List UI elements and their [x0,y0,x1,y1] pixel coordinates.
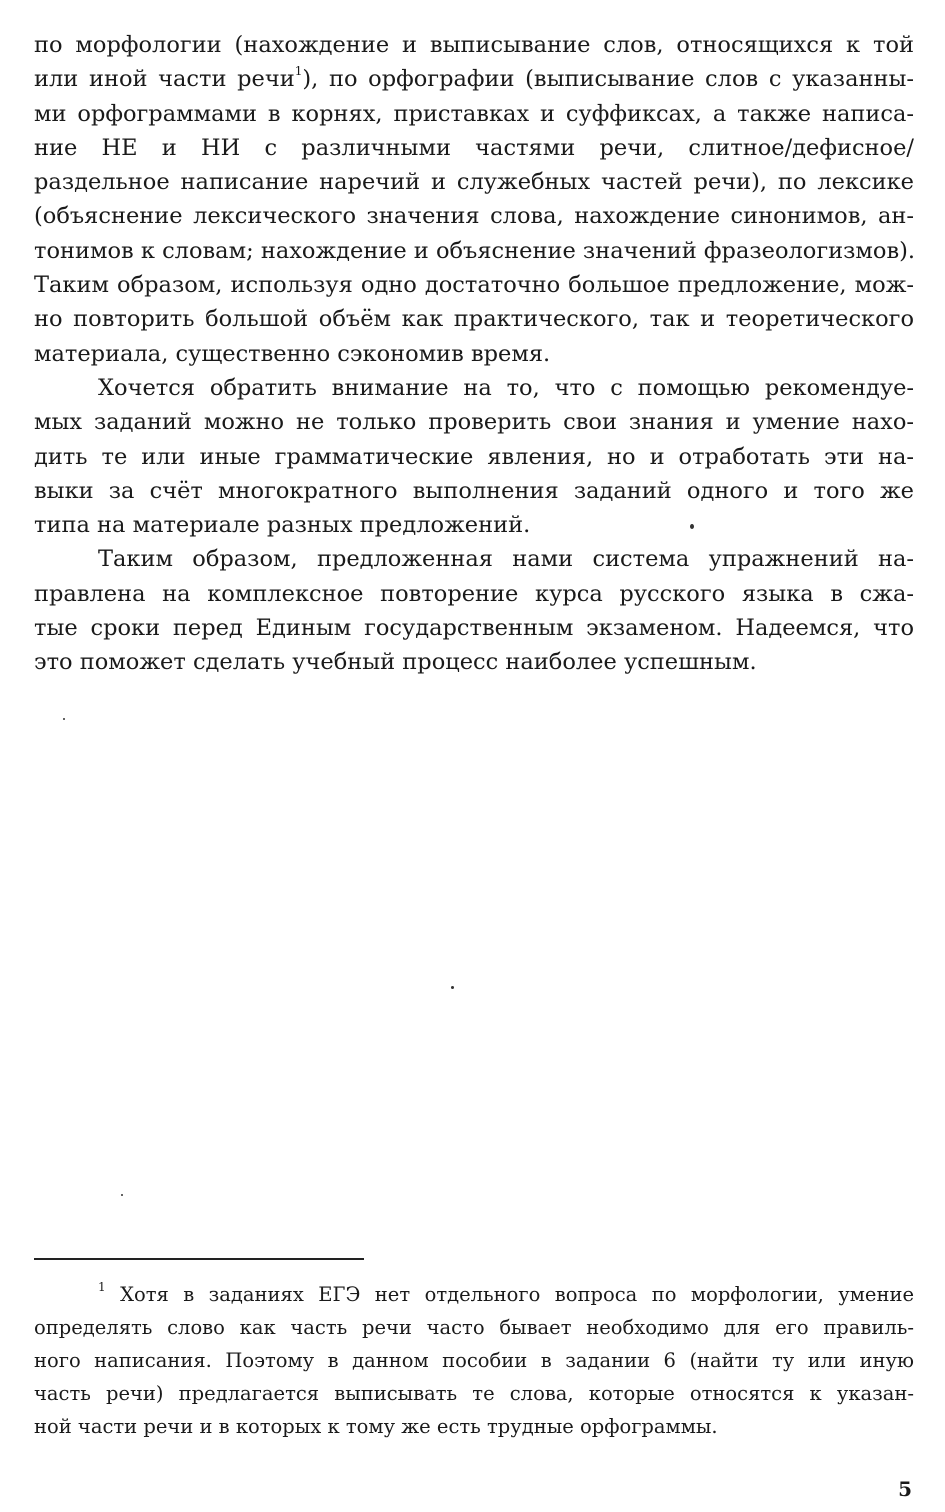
footnote-line: ной части речи и в которых к тому же есть трудные орфограммы. [34,1415,718,1438]
text-line: выки за счёт многократного выполнения заданий одного и того же [34,477,914,504]
text-line: тонимов к словам; нахождение и объяснение значений фразеологизмов). [34,237,916,264]
print-speck [63,718,65,720]
text-fragment: ), по орфографии (выписывание слов с указанны- [302,66,914,93]
text-line: это поможет сделать учебный процесс наиболее успешным. [34,649,757,676]
print-speck [690,524,694,529]
text-line: типа на материале разных предложений. [34,512,531,539]
text-line: материала, существенно сэкономив время. [34,340,551,367]
text-line: по морфологии (нахождение и выписывание слов, относящихся к той [34,32,914,58]
page-number: 5 [898,1477,912,1501]
text-line: Таким образом, предложенная нами система упражнений на- [98,546,914,573]
footnote-marker: 1 [98,1279,106,1294]
text-line: но повторить большой объём как практического, так и теоретического [34,306,914,333]
print-speck [451,986,454,989]
text-line: ние НЕ и НИ с различными частями речи, слитное/дефисное/ [34,134,914,161]
text-line: (объяснение лексического значения слова, нахождение синонимов, ан- [34,203,914,230]
text-line: ми орфограммами в корнях, приставках и суффиксах, а также написа- [34,100,914,127]
footnote-line [34,1278,914,1311]
text-line: тые сроки перед Единым государственным экзаменом. Надеемся, что [34,615,914,642]
footnote-reference[interactable]: 1 [294,63,303,78]
footnote-line: часть речи) предлагается выписывать те слова, которые относятся к указан- [34,1382,914,1405]
main-text [34,28,914,680]
text-line: дить те или иные грамматические явления, но и отработать эти на- [34,443,914,470]
text-line: раздельное написание наречий и служебных частей речи), по лексике [34,169,914,196]
print-speck [121,1194,123,1196]
text-line: Хочется обратить внимание на то, что с помощью рекомендуе- [98,374,914,401]
footnote [34,1278,914,1443]
footnote-line: ного написания. Поэтому в данном пособии в задании 6 (найти ту или иную [34,1349,914,1372]
footnote-separator [34,1258,364,1260]
text-line: Таким образом, используя одно достаточно большое предложение, мож- [34,272,914,299]
text-line-with-footnote [34,62,914,96]
text-line: правлена на комплексное повторение курса русского языка в сжа- [34,580,914,607]
text-line: мых заданий можно не только проверить свои знания и умение нахо- [34,409,914,436]
footnote-line: определять слово как часть речи часто бывает необходимо для его правиль- [34,1316,914,1339]
text-fragment: или иной части речи [34,66,295,93]
text-fragment: Хотя в заданиях ЕГЭ нет отдельного вопроса по морфологии, умение [105,1283,914,1306]
